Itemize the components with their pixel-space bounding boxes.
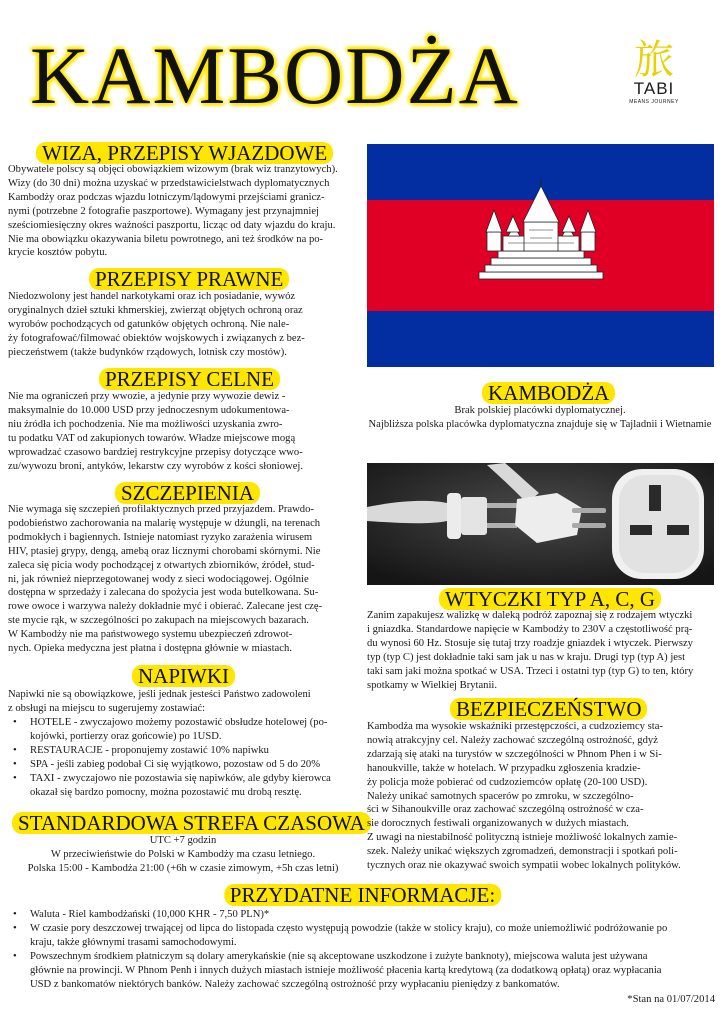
logo-tagline: MEANS JOURNEY (629, 98, 679, 105)
text-line: Z uwagi na niestabilność polityczną istnieje możliwość lokalnych zamie- (367, 832, 678, 844)
plugs-heading: WTYCZKI TYP A, C, G (439, 588, 661, 610)
text-line: ży fotografować/filmować obiektów wojskowych i związanych z bez- (8, 332, 305, 344)
text-line: Obywatele polscy są objęci obowiązkiem wizowym (brak wiz tranzytowych). (8, 164, 338, 175)
text-line: Nie wymaga się szczepień profilaktycznych przed przyjazdem. Prawdo- (8, 504, 314, 515)
text-line: W przeciwieństwie do Polski w Kambodży ma czasu letniego. (50, 848, 316, 860)
text-line: ni, jak również nieprzegotowanej wody z sieci wodociągowej. Ogólnie (8, 573, 309, 585)
timezone-text (8, 834, 358, 876)
text-line: rowe owoce i warzywa należy dokładnie myć i obierać. Zalecane jest czę- (8, 601, 323, 613)
text-line: szek. Należy unikać większych zgromadzeń, demonstracji i spotkań poli- (367, 846, 678, 858)
plug-type-g-icon (612, 469, 704, 579)
text-line: • HOTELE - zwyczajowo możemy pozostawić obsłudze hotelowej (po- (30, 717, 328, 728)
text-line: Brak polskiej placówki dyplomatycznej. (454, 405, 626, 416)
text-line: • RESTAURACJE - proponujemy zostawić 10% napiwku (30, 744, 269, 756)
text-line: nych. Opieka medyczna jest płatna i dostępna głównie w miastach. (8, 643, 292, 655)
text-line: sześciomiesięczny okres ważności paszportu, licząc od daty wjazdu do kraju. (8, 219, 336, 231)
text-line: wprowadzać czasowo bardziej restrykcyjne przepisy dotyczące wwo- (8, 446, 303, 458)
text-line: nymi (potrzebne 2 fotografie paszportowe). Wymagany jest przynajmniej (8, 205, 319, 217)
date-footnote: *Stan na 01/07/2014 (627, 994, 715, 1005)
text-line: podmokłych i bagiennych. Istnieje natomiast ryzyko zarażenia wirusem (8, 531, 313, 543)
safety-heading: BEZPIECZEŃSTWO (450, 698, 647, 720)
text-line: taki sam jaki można spotkać w USA. Trzeci i ostatni typ (typ G) to ten, który (367, 665, 694, 677)
text-line: tu podatku VAT od zakupionych towarów. Władze miejscowe mogą (8, 432, 296, 444)
text-line: głównie na prowincji. W Phnom Penh i innych dużych miastach istnieje możliwość płacenia kartą kredytową (za dodatkową opłatą) oraz wypłacania (30, 964, 662, 976)
text-line: tycznych oraz nie okazywać swoich sympatii wobec lokalnych polityków. (367, 860, 681, 872)
list-item (30, 950, 725, 992)
text-line: Niedozwolony jest handel narkotykami oraz ich posiadanie, wywóz (8, 291, 296, 302)
text-line: dostępna w sprzedaży i zalecana do spożycia jest woda butelkowana. Su- (8, 587, 319, 599)
text-line: krycie kosztów pobytu. (8, 247, 108, 259)
travel-kanji-icon: 旅 (634, 37, 674, 83)
text-line: Polska 15:00 - Kambodża 21:00 (+6h w czasie zimowym, +5h czas letni) (27, 862, 339, 874)
list-item (30, 716, 358, 744)
list-item (30, 908, 725, 922)
text-line: W Kambodży nie ma państwowego systemu ubezpieczeń zdrowot- (8, 629, 293, 641)
useful-info-list (8, 908, 725, 991)
timezone-heading: STANDARDOWA STREFA CZASOWA (12, 812, 371, 834)
text-line: USD z bankomatów niektórych banków. Należy zachować szczególną ostrożność przy wypłacaniu pieniędzy z bankomatów. (30, 978, 560, 990)
text-line: Najbliższa polska placówka dyplomatyczna znajduje się w Tajladnii i Wietnamie (368, 418, 712, 430)
text-line: ste mycie rąk, w szczególności po zakupach na miejscowych bazarach. (8, 615, 309, 627)
text-line: maksymalnie do 10.000 USD przy jednoczesnym udokumentowa- (8, 404, 290, 416)
text-line: okazał się bardzo pomocny, można pozostawić mu drobą resztę. (30, 786, 302, 798)
text-line: z obsługi na miejscu to sugerujemy zostawiać: (8, 702, 206, 714)
text-line: Należy unikać samotnych spacerów po zmroku, w szczególno- (367, 790, 634, 802)
text-line: sie dorocznych festiwali organizowanych w dużych miastach. (367, 818, 629, 830)
text-line: ży policja może pobierać od cudzoziemców opłatę (20-100 USD). (367, 776, 648, 788)
text-line: Kambodży oraz podczas wjazdu lotniczym/lądowymi przejściami granicz- (8, 191, 325, 203)
tabi-logo (618, 37, 690, 105)
text-line: Kambodża ma wysokie wskaźniki przestępczości, a cudzoziemcy sta- (367, 721, 663, 732)
legal-text (8, 290, 358, 360)
embassy-heading: KAMBODŻA (482, 382, 615, 404)
visa-text (8, 163, 358, 260)
cambodia-flag-image (367, 144, 714, 367)
text-line: Wizy (do 30 dni) można uzyskać w przedstawicielstwach dyplomatycznych (8, 177, 330, 189)
text-line: nowią atrakcyjny cel. Należy zachować szczególną ostrożność, gdyż (367, 734, 658, 746)
text-line: zaleca się picia wody pochodzącej z otwartych zbiorników, źródeł, stud- (8, 559, 315, 571)
tips-heading: NAPIWKI (132, 665, 235, 687)
text-line: ści w Sihanoukville oraz zachować szczególną ostrożność w cza- (367, 804, 644, 816)
embassy-text (360, 404, 720, 432)
text-line: Nie ma obowiązku okazywania biletu powrotnego, ani też środków na po- (8, 233, 324, 245)
text-line: hanoukville, także w hotelach. W przypadku zgłoszenia kradzie- (367, 762, 641, 774)
safety-text (367, 720, 717, 873)
tips-list (8, 716, 358, 799)
text-line: oryginalnych dzieł sztuki khmerskiej, zwierząt objętych ochroną oraz (8, 304, 303, 316)
useful-info-heading: PRZYDATNE INFORMACJE: (224, 884, 501, 906)
text-line: zu/wywozu broni, antyków, lekarstw czy wyrobów z kości słoniowej. (8, 460, 303, 472)
text-line: Nie ma ograniczeń przy wwozie, a jedynie przy wywozie dewiz - (8, 391, 286, 402)
list-item (30, 772, 358, 800)
vaccinations-text (8, 503, 358, 656)
customs-text (8, 390, 358, 473)
list-item (30, 758, 358, 772)
logo-brand: TABI (633, 79, 675, 98)
text-line: niu źródła ich pochodzenia. Nie ma możliwości uzyskania zwro- (8, 418, 283, 430)
tips-intro (8, 688, 358, 716)
text-line: podobieństwo zachorowania na malarię występuje w dżungli, na terenach (8, 517, 321, 529)
text-line: kojówki, portierzy oraz gońcowie) po 1USD. (30, 730, 222, 742)
text-line: Zanim zapakujesz walizkę w daleką podróż zapoznaj się z rodzajem wtyczki (367, 610, 693, 621)
vaccinations-heading: SZCZEPIENIA (115, 482, 260, 504)
page-title: KAMBODŻA (30, 30, 520, 121)
text-line: Napiwki nie są obowiązkowe, jeśli jednak jesteści Państwo zadowoleni (8, 689, 311, 700)
visa-heading: WIZA, PRZEPISY WJAZDOWE (36, 142, 333, 164)
customs-heading: PRZEPISY CELNE (99, 368, 280, 390)
text-line: • Waluta - Riel kambodżański (10,000 KHR - 7,50 PLN)* (30, 909, 270, 920)
text-line: i gniazdka. Standardowe napięcie w Kambodży to 230V a częstotliwość prą- (367, 623, 693, 635)
text-line: UTC +7 godzin (149, 835, 217, 846)
text-line: du wynosi 60 Hz. Stosuje się tutaj trzy roadzje gniazdek i wtyczek. Pierwszy (367, 637, 693, 649)
text-line: typ (typ C) jest dokładnie taki sam jak u nas w kraju. Drugi typ (typ A) jest (367, 651, 686, 663)
text-line: • SPA - jeśli zabieg podobał Ci się wyjątkowo, pozostaw od 5 do 20% (30, 758, 321, 770)
list-item (30, 922, 725, 950)
text-line: • Powszechnym środkiem płatniczym są dolary amerykańskie (nie są akceptowane uszkodzone i zużyte banknoty), miejscowa waluta jest używana (30, 950, 648, 962)
text-line: wyrobów pochodzących od gatunków objętych ochroną. Nie nale- (8, 318, 290, 330)
text-line: HIV, ptasiej grypy, dengą, amebą oraz licznymi chorobami skórnymi. Nie (8, 545, 321, 557)
legal-heading: PRZEPISY PRAWNE (89, 268, 289, 290)
text-line: zdarzają się ataki na turystów w szczególności w Phnom Phen i w Si- (367, 748, 662, 760)
plug-types-image (367, 463, 714, 585)
text-line: pieczeństwem (także budynków rządowych, lotnisk czy mostów). (8, 346, 287, 358)
list-item (30, 744, 358, 758)
text-line: • TAXI - zwyczajowo nie pozostawia się napiwków, ale gdyby kierowca (30, 772, 331, 784)
plugs-text (367, 609, 717, 692)
text-line: • W czasie pory deszczowej trwającej od lipca do listopada często występują powodzie (także w stolicy kraju), co może uniemożliwić podróżowanie po (30, 922, 668, 934)
text-line: kraju, także głównymi trasami samochodowymi. (30, 936, 237, 948)
text-line: spotkamy w Wielkiej Brytanii. (367, 679, 498, 691)
